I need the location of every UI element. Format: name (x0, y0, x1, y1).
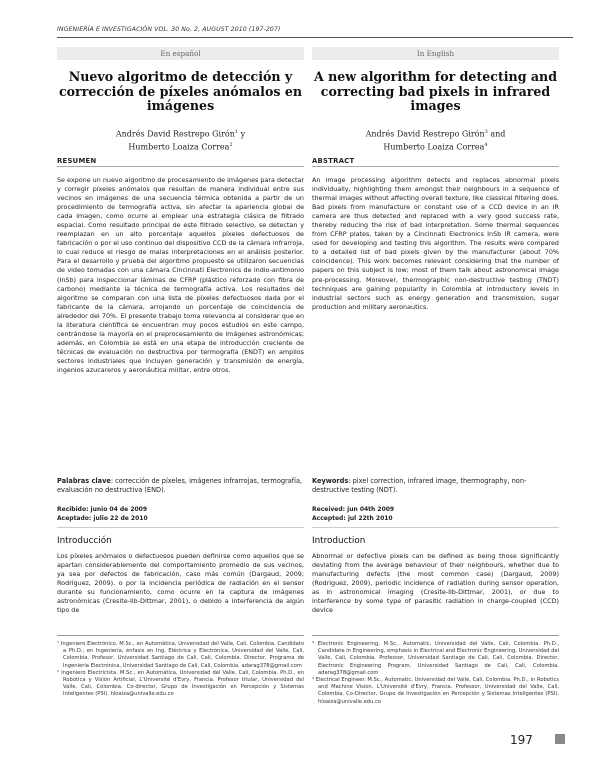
keywords (57, 477, 304, 495)
dates (57, 506, 304, 523)
abstract-heading: RESUMEN (57, 157, 97, 165)
footnote: ³ Electronic Engineering, M.Sc., Automatic, Universidad del Valle, Cali, Colombia. Ph.D., Candidate in Engineering, emphasis in Electrical and Electronic Engineering, Universidad del Valle, Cali, Colombia. Professor, Universidad Santiago de Cali, Cali, Colombia. Director, Electronic Engineering Program, Universidad Santiago de Cali, Cali, Colombia. adarag378@gmail.com (312, 641, 559, 676)
language-label: In English (312, 47, 559, 60)
received-date: Recibido: junio 04 de 2009 (57, 506, 148, 513)
page-number: 197 (510, 733, 533, 747)
article-title: Nuevo algoritmo de detección y corrección de píxeles anómalos en imágenes (58, 69, 303, 114)
footnote-marker: 3 (484, 129, 488, 135)
journal-header: INGENIERÍA E INVESTIGACIÓN VOL. 30 No. 2, AUGUST 2010 (197-207) (57, 26, 281, 33)
section-rule (312, 166, 559, 167)
keywords-label: Palabras clave (57, 477, 111, 485)
footnote-marker: 4 (484, 141, 488, 148)
header-rule (57, 37, 573, 38)
footnote-rule (57, 635, 304, 636)
footnote: ⁴ Electrical Engineer. M.Sc., Automatic, Universidad del Valle, Cali, Colombia. Ph.D., in Robotics and Machine Vision, L'Université d'Evry, Francia. Professor, Universidad del Valle, Cali, Colombia. Co-Director, Grupo de Investigación en Percepción y Sistemas Inteligentes (PSI). hloaiza@univalle.edu.co (312, 677, 559, 705)
footnotes (57, 641, 304, 699)
keywords-label: Keywords (312, 477, 349, 485)
section-rule (57, 527, 304, 528)
introduction-text: Los píxeles anómalos o defectuosos pueden definirse como aquellos que se apartan considerablemente del comportamiento promedio de sus vecinos, ya sea por defectos de fabricación, caso más común (Dargaud, 2009; Rodríguez, 2009), o por la incidencia periódica de radiación en el sensor durante su funcionamiento, como ocurre en la captura de imágenes astronómicas (Cresite-Ilb-Dittmar, 2001), o debido a interferencia de algún tipo de (57, 552, 304, 615)
page-marker-square (555, 734, 565, 744)
authors (312, 127, 559, 152)
footnote: ¹ Ingeniero Electrónico. M.Sc., en Automática, Universidad del Valle, Cali, Colombia. Candidato a Ph.D., en Ingeniería, énfasis en Ing. Eléctrica y Electrónica, Universidad del Valle, Cali, Colombia. Profesor, Universidad Santiago de Cali, Cali, Colombia. Director, Programa de Ingeniería Electrónica, Universidad Santiago de Cali, Cali, Colombia. adarag378@gmail.com (57, 641, 304, 669)
keywords-text: : corrección de píxeles, imágenes infrarrojas, termografía, evaluación no destructiva (END). (57, 477, 303, 494)
footnote-marker: 2 (229, 141, 233, 148)
author-name: Humberto Loaiza Correa (383, 142, 485, 152)
author-connector: y (238, 129, 246, 139)
footnotes (312, 641, 559, 706)
author-name: Andrés David Restrepo Girón (365, 129, 485, 139)
author-connector: and (487, 129, 506, 139)
introduction-text: Abnormal or defective pixels can be defined as being those significantly deviating from the average behaviour of their neighbours, whether due to manufacturing defects (the most common case) (Dargaud, 2009) (Rodriguez, 2009), periodic incidence of radiation during sensor operation, as in astronomical imaging (Cresite-Ilb-Dittmar, 2001), or due to interference by some type of parasitic radiation in charge-coupled (CCD) device (312, 552, 559, 615)
spanish-column (57, 47, 304, 727)
introduction-heading: Introduction (312, 536, 366, 546)
abstract-text: An image processing algorithm detects and replaces abnormal pixels individually, highlighting them amongst their neighbours in a sequence of thermal images without affecting overall texture, like classical filtering does. Bad pixels from manufacture or constant use of a CCD device in an IR camera are thus detected and replaced with a very good success rate, thereby reducing the risk of bad interpretation. Some thermal sequences from CFRP plates, taken by a Cincinnati Electronics InSb IR camera, were used for developing and testing this algorithm. The results were compared to a detailed list of bad pixels given by the manufacturer (about 70% coincidence). This work becomes relevant considering that the number of papers on this subject is low; most of them talk about astronomical image pre-processing. Moreover, thermographic non-destructive testing (TNDT) techniques are gaining popularity in Colombia at introductory levels in industrial sectors such as energy generation and transmission, sugar production and military aeronautics. (312, 176, 559, 311)
author-name: Humberto Loaiza Correa (128, 142, 230, 152)
abstract-text: Se expone un nuevo algoritmo de procesamiento de imágenes para detectar y corregir píxeles anómalos que resultan de manera individual entre sus vecinos en imágenes de una secuencia térmica obtenida a partir de un procedimiento de termografía activa, sin afectar la apariencia global de cada imagen, como ocurre al emplear una estrategia clásica de filtrado espacial. Como resultado principal de este filtrado selectivo, se detectan y reemplazan en un alto porcentaje aquellos píxeles defectuosos de fabricación o por el uso continuo del dispositivo CCD de la cámara infrarroja, lo cual reduce el riesgo de malas interpretaciones en el análisis posterior. Para el desarrollo y prueba del algoritmo propuesto se utilizaron secuencias de video tomadas con una cámara Cincinnati Electronics de indio-antimonio (InSb) para inspeccionar láminas de CFRP (plástico reforzado con fibra de carbono) mediante la técnica de termografía activa. Los resultados del algoritmo se comparan con una lista de píxeles defectuosos dada por el fabricante de la cámara, arrojando un porcentaje de coincidencia de alrededor del 70%. El presente trabajo toma relevancia al considerar que en la literatura científica se encuentran muy pocos estudios en este campo, centrándose la mayoría en el preprocesamiento de imágenes astronómicas; además, en Colombia se está en una etapa de introducción creciente de técnicas de evaluación no destructiva por termografía (ENDT) en amplios sectores industriales que incluyen generación y transmisión de energía, ingenios azucareros y aeronáutica militar, entre otros. (57, 176, 304, 374)
footnote: ² Ingeniero Electricista. M.Sc., en Automática, Universidad del Valle, Cali, Colombia. Ph.D., en Robótica y Visión Artificial, L'Université d'Evry, Francia. Profesor titular, Universidad del Valle, Cali, Colombia. Co-director, Grupo de Investigación en Percepción y Sistemas Inteligentes (PSI). hloaiza@univalle.edu.co (57, 669, 304, 698)
abstract-heading: ABSTRACT (312, 157, 355, 165)
authors (57, 127, 304, 152)
keywords (312, 477, 559, 495)
section-rule (57, 166, 304, 167)
footnote-rule (312, 635, 559, 636)
footnote-marker: 1 (234, 129, 239, 135)
introduction-heading: Introducción (57, 536, 112, 546)
received-date: Received: jun 04th 2009 (312, 506, 395, 513)
dates (312, 506, 559, 523)
section-rule (312, 527, 559, 528)
article-title: A new algorithm for detecting and correcting bad pixels in infrared images (313, 69, 558, 114)
english-column (312, 47, 559, 727)
accepted-date: Aceptado: julio 22 de 2010 (57, 514, 148, 522)
accepted-date: Accepted: jul 22th 2010 (312, 514, 393, 522)
language-label: En español (57, 47, 304, 60)
keywords-text: : pixel correction, infrared image, thermography, non-destructive testing (NDT). (312, 477, 527, 494)
author-name: Andrés David Restrepo Girón (115, 129, 235, 139)
